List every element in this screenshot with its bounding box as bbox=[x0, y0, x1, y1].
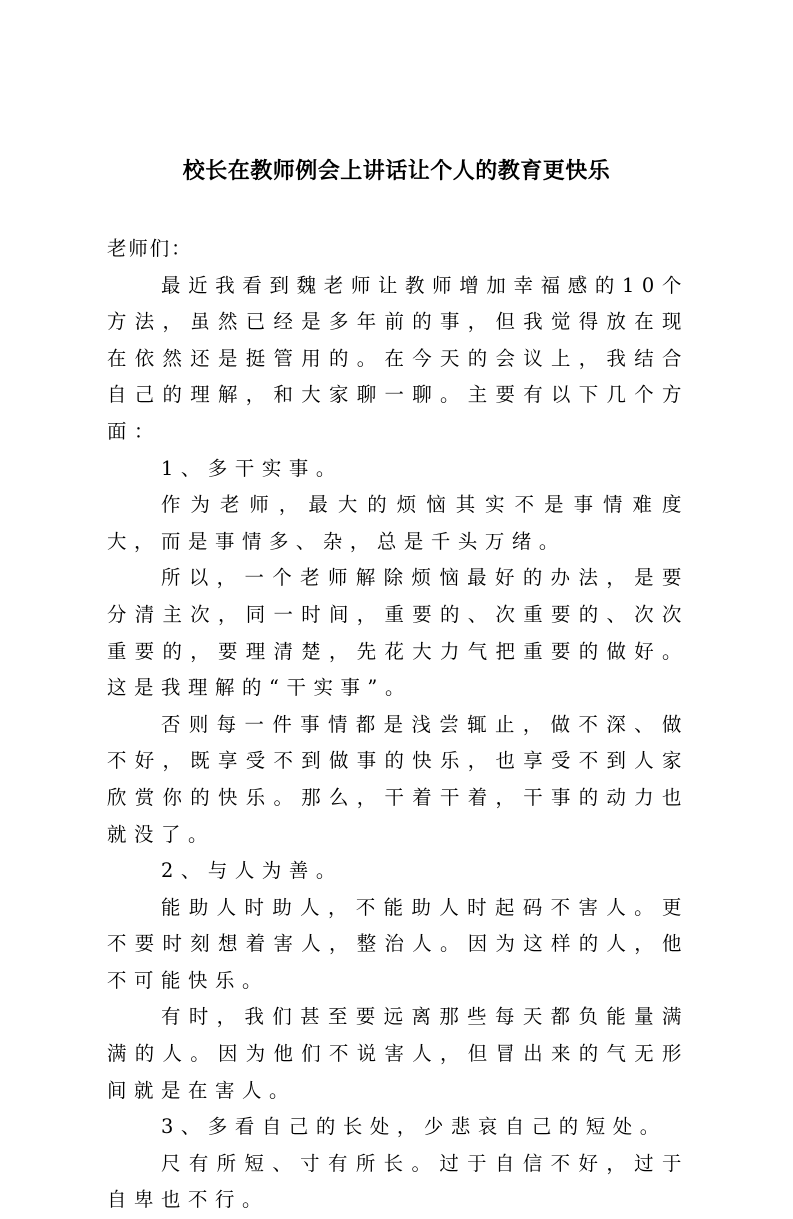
document-title: 校长在教师例会上讲话让个人的教育更快乐 bbox=[182, 159, 611, 184]
section-heading-2: 2、与人为善。 bbox=[161, 859, 343, 883]
paragraph: 否则每一件事情都是浅尝辄止，做不深、做不好，既享受不到做事的快乐，也享受不到人家欣赏你的快乐。那么，干着干着，干事的动力也就没了。 bbox=[107, 712, 689, 846]
section-heading-3: 3、多看自己的长处，少悲哀自己的短处。 bbox=[161, 1115, 667, 1139]
paragraph: 能助人时助人，不能助人时起码不害人。更不要时刻想着害人，整治人。因为这样的人，他不可能快乐。 bbox=[107, 895, 689, 992]
paragraph-intro: 最近我看到魏老师让教师增加幸福感的10个方法，虽然已经是多年前的事，但我觉得放在现在依然还是挺管用的。在今天的会议上，我结合自己的理解，和大家聊一聊。主要有以下几个方面： bbox=[107, 273, 689, 443]
paragraph: 尺有所短、寸有所长。过于自信不好，过于自卑也不行。 bbox=[107, 1151, 689, 1212]
section-heading-1: 1、多干实事。 bbox=[161, 456, 343, 480]
paragraph: 有时，我们甚至要远离那些每天都负能量满满的人。因为他们不说害人，但冒出来的气无形间就是在害人。 bbox=[107, 1005, 689, 1102]
salutation: 老师们： bbox=[107, 237, 193, 260]
paragraph: 所以，一个老师解除烦恼最好的办法，是要分清主次，同一时间，重要的、次重要的、次次重要的，要理清楚，先花大力气把重要的做好。这是我理解的“干实事”。 bbox=[107, 566, 689, 700]
paragraph: 作为老师，最大的烦恼其实不是事情难度大，而是事情多、杂，总是千头万绪。 bbox=[107, 493, 689, 553]
document-body bbox=[107, 231, 689, 1219]
